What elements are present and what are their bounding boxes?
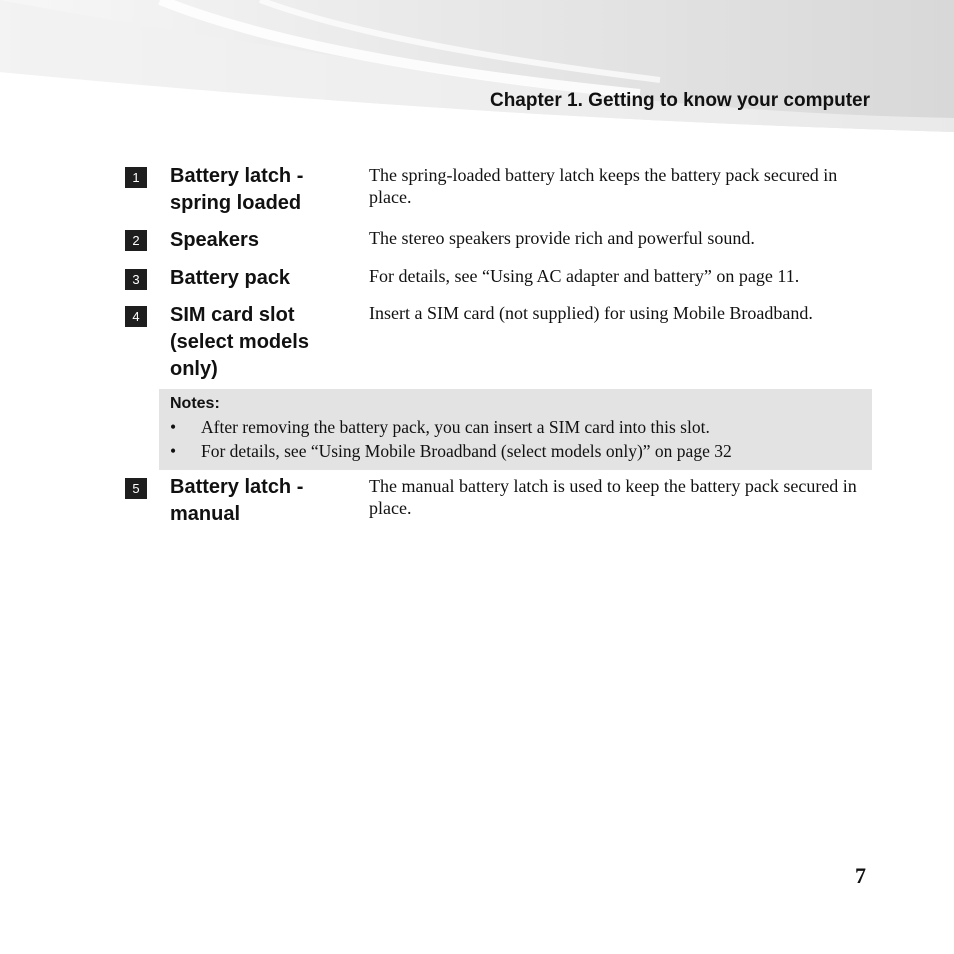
chapter-title: Chapter 1. Getting to know your computer — [489, 90, 870, 111]
component-list — [125, 163, 872, 538]
item-description: The spring-loaded battery latch keeps the battery pack secured in place. — [369, 165, 838, 207]
item-number: 1 — [125, 167, 147, 188]
list-item — [125, 265, 872, 302]
item-label: Battery latch - spring loaded — [170, 165, 304, 214]
item-label: Battery latch - manual — [170, 476, 304, 525]
item-number: 5 — [125, 478, 147, 499]
page-number: 7 — [855, 863, 866, 888]
note-text: After removing the battery pack, you can insert a SIM card into this slot. — [201, 417, 710, 437]
item-label: SIM card slot (select models only) — [170, 304, 309, 380]
item-number: 2 — [125, 230, 147, 251]
item-description: The manual battery latch is used to keep the battery pack secured in place. — [369, 476, 857, 518]
list-item — [125, 474, 872, 538]
item-number: 3 — [125, 269, 147, 290]
notes-box — [159, 389, 872, 470]
list-item — [125, 163, 872, 227]
bullet: • — [170, 441, 177, 461]
header-band — [0, 0, 954, 140]
item-description: Insert a SIM card (not supplied) for using Mobile Broadband. — [369, 303, 813, 323]
list-item — [125, 302, 872, 389]
item-description: The stereo speakers provide rich and powerful sound. — [369, 228, 755, 248]
note-text: For details, see “Using Mobile Broadband (select models only)” on page 32 — [201, 441, 732, 461]
item-number: 4 — [125, 306, 147, 327]
notes-title: Notes: — [170, 395, 220, 412]
item-label: Battery pack — [170, 267, 291, 289]
note-item — [170, 439, 862, 463]
list-item — [125, 227, 872, 265]
item-description: For details, see “Using AC adapter and battery” on page 11. — [369, 266, 800, 286]
item-label: Speakers — [170, 229, 259, 251]
bullet: • — [170, 417, 177, 437]
note-item — [170, 415, 862, 439]
